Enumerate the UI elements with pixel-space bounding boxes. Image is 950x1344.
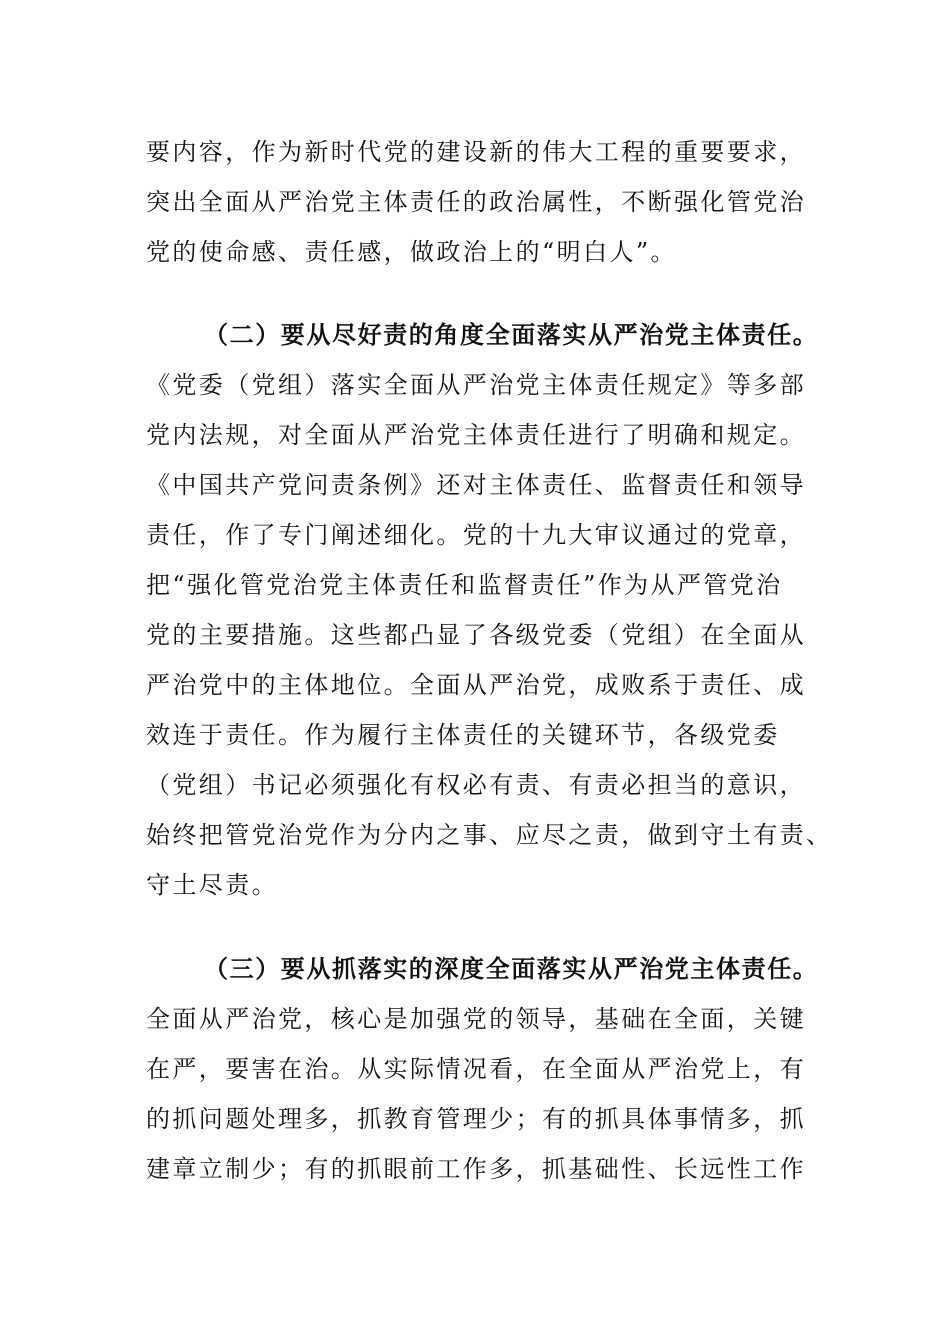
section-2-line-10: 始终把管党治党作为分内之事、应尽之责，做到守土有责、 [146,821,833,849]
section-2-line-2: 党内法规，对全面从严治党主体责任进行了明确和规定。 [146,421,806,449]
section-3-line-4: 建章立制少；有的抓眼前工作多，抓基础性、长远性工作 [146,1155,806,1183]
section-2-heading: （二）要从尽好责的角度全面落实从严治党主体责任。 [204,320,819,349]
section-2-line-6: 党的主要措施。这些都凸显了各级党委（党组）在全面从 [146,621,806,649]
section-2-line-5: 把“强化管党治党主体责任和监督责任”作为从严管党治 [146,571,783,599]
paragraph-1-line-2: 突出全面从严治党主体责任的政治属性，不断强化管党治 [146,188,806,216]
section-2-line-3: 《中国共产党问责条例》还对主体责任、监督责任和领导 [146,471,806,499]
paragraph-1-line-1: 要内容，作为新时代党的建设新的伟大工程的重要要求， [146,138,806,166]
section-3-heading: （三）要从抓落实的深度全面落实从严治党主体责任。 [204,954,819,983]
section-2-line-9: （党组）书记必须强化有权必有责、有责必担当的意识， [146,771,806,799]
section-2-line-7: 严治党中的主体地位。全面从严治党，成败系于责任、成 [146,671,806,699]
section-3-line-1: 全面从严治党，核心是加强党的领导，基础在全面，关键 [146,1005,806,1033]
section-3-line-3: 的抓问题处理多，抓教育管理少；有的抓具体事情多，抓 [146,1105,806,1133]
section-2-line-4: 责任，作了专门阐述细化。党的十九大审议通过的党章， [146,521,806,549]
section-2-line-8: 效连于责任。作为履行主体责任的关键环节，各级党委 [146,721,780,749]
section-3-line-2: 在严，要害在治。从实际情况看，在全面从严治党上，有 [146,1055,806,1083]
section-2-line-1: 《党委（党组）落实全面从严治党主体责任规定》等多部 [146,371,806,399]
section-2-line-11: 守土尽责。 [146,871,278,899]
paragraph-1-line-3: 党的使命感、责任感，做政治上的“明白人”。 [146,238,677,266]
